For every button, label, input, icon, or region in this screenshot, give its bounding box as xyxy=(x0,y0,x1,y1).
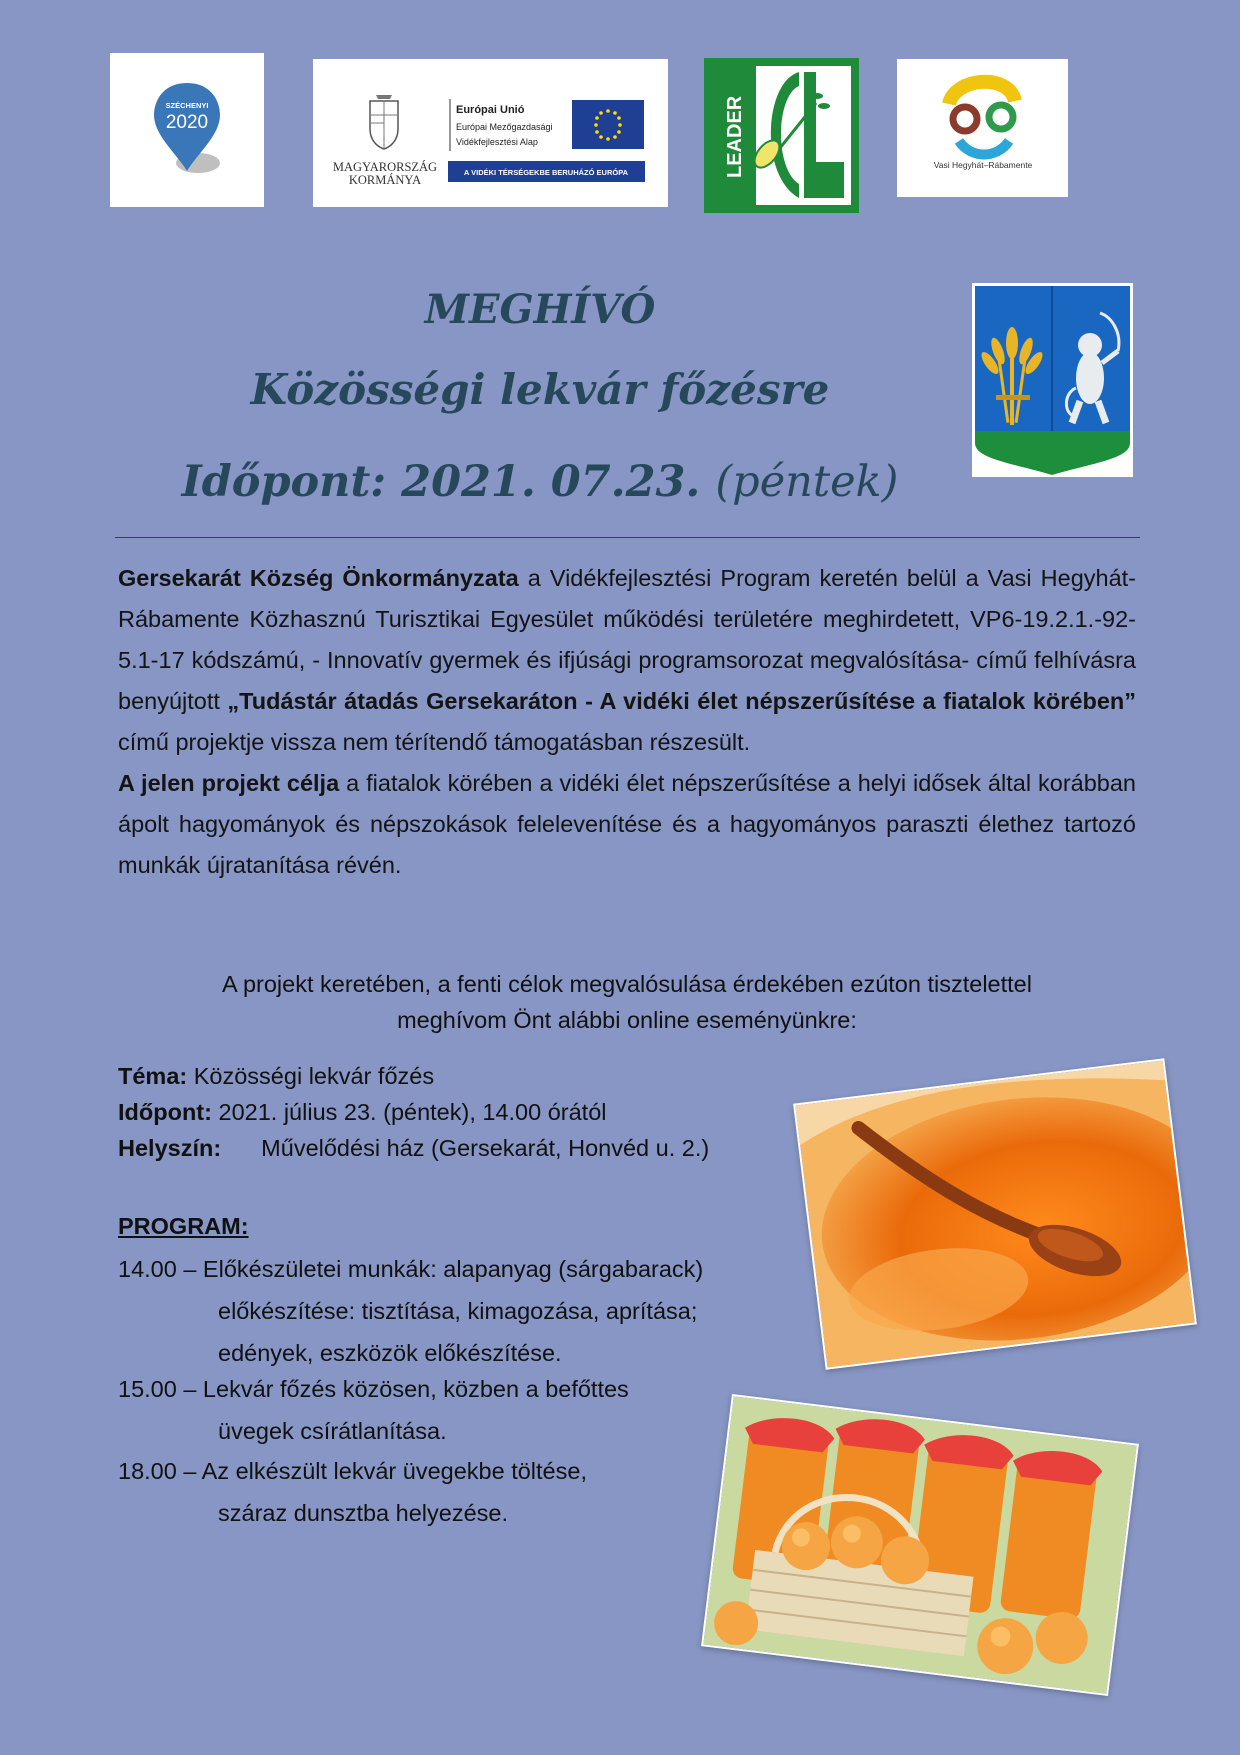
vasi-hegyhat-logo xyxy=(897,59,1068,197)
program-item-line: 15.00 – Lekvár főzés közösen, közben a befőttes xyxy=(118,1376,629,1402)
program-heading: PROGRAM: xyxy=(118,1213,249,1239)
program-item-line: üvegek csírátlanítása. xyxy=(218,1418,447,1444)
government-line1: MAGYARORSZÁG xyxy=(332,160,438,174)
event-date-label: Időpont: 2021. 07.23. xyxy=(181,457,701,507)
project-title: „Tudástár átadás Gersekaráton - A vidéki élet népszerűsítése a fiatalok körében” xyxy=(227,688,1136,714)
event-time xyxy=(118,1094,607,1130)
program-item-line: 14.00 – Előkészületei munkák: alapanyag (sárgabarack) xyxy=(118,1256,704,1282)
apricot-jam-photo xyxy=(793,1058,1197,1370)
gersekarat-coat-of-arms xyxy=(972,283,1133,477)
topic-value: Közösségi lekvár főzés xyxy=(187,1063,435,1089)
szechenyi-label: SZÉCHENYI xyxy=(165,101,209,110)
intro-paragraph xyxy=(118,558,1136,763)
topic-label: Téma: xyxy=(118,1063,188,1089)
place-value: Művelődési ház (Gersekarát, Honvéd u. 2.) xyxy=(261,1135,710,1161)
program-item-line: 18.00 – Az elkészült lekvár üvegekbe töltése, xyxy=(118,1458,587,1484)
invitation-heading: MEGHÍVÓ xyxy=(424,286,656,333)
goal-paragraph xyxy=(118,763,1136,886)
event-topic xyxy=(118,1058,434,1094)
divider-line xyxy=(115,537,1140,538)
szechenyi-year: 2020 xyxy=(165,112,209,133)
place-label: Helyszín: xyxy=(118,1135,222,1161)
program-item xyxy=(118,1450,587,1534)
event-weekday: (péntek) xyxy=(715,457,899,507)
organization-name: Gersekarát Község Önkormányzata xyxy=(118,565,519,591)
eu-flag-icon xyxy=(572,100,644,149)
invitation-text xyxy=(118,966,1136,1038)
invitation-line2: meghívom Önt alábbi online eseményünkre: xyxy=(397,1007,857,1033)
coat-of-arms-icon xyxy=(370,95,398,149)
eu-fund-line1: Európai Mezőgazdasági xyxy=(456,122,553,132)
eu-fund-line2: Vidékfejlesztési Alap xyxy=(456,137,538,147)
goal-label: A jelen projekt célja xyxy=(118,770,340,796)
program-item-line: száraz dunsztba helyezése. xyxy=(218,1500,508,1526)
event-place xyxy=(118,1130,709,1166)
location-pin-icon xyxy=(110,53,264,207)
program-item-line: előkészítése: tisztítása, kimagozása, aprítása; xyxy=(218,1298,698,1324)
time-value: 2021. július 23. (péntek), 14.00 órától xyxy=(211,1099,607,1125)
szechenyi-2020-logo xyxy=(110,53,264,207)
goal-text: a fiatalok körében a vidéki élet népszerűsítése a helyi idősek által korábban ápolt hagyományok és népszokások felelevenítése és a hagyományos paraszti élethez tartozó munkák újratanítása révén. xyxy=(118,770,1136,878)
leader-text: LEADER xyxy=(724,95,746,178)
intro-section xyxy=(118,558,1136,886)
eu-government-logo xyxy=(313,59,668,207)
spiral-emblem-icon xyxy=(943,75,1023,155)
eu-banner: A VIDÉKI TÉRSÉGEKBE BERUHÁZÓ EURÓPA xyxy=(463,168,629,177)
government-line2: KORMÁNYA xyxy=(348,173,422,187)
eu-title: Európai Unió xyxy=(456,104,525,116)
program-item xyxy=(118,1368,629,1452)
event-date-heading xyxy=(160,454,920,510)
invitation-line1: A projekt keretében, a fenti célok megvalósulása érdekében ezúton tisztelettel xyxy=(222,971,1032,997)
intro-text-end: című projektje vissza nem térítendő támogatásban részesült. xyxy=(118,729,751,755)
apricot-jars-photo xyxy=(701,1394,1139,1696)
event-subtitle: Közösségi lekvár főzésre xyxy=(250,365,830,414)
intro-text: a Vidékfejlesztési Program keretén belül a Vasi Hegyhát-Rábamente Közhasznú Turisztikai Egyesület működési területére meghirdetett, VP6-19.2.1.-92-5.1-17 kódszámú, - Innovatív gyermek és ifjúsági programsorozat megvalósítása- című felhívásra benyújtott xyxy=(118,565,1137,714)
program-item-line: edények, eszközök előkészítése. xyxy=(218,1340,562,1366)
leader-logo xyxy=(704,58,859,213)
time-label: Időpont: xyxy=(118,1099,212,1125)
vasi-label: Vasi Hegyhát–Rábamente xyxy=(933,160,1033,170)
program-item xyxy=(118,1248,703,1374)
